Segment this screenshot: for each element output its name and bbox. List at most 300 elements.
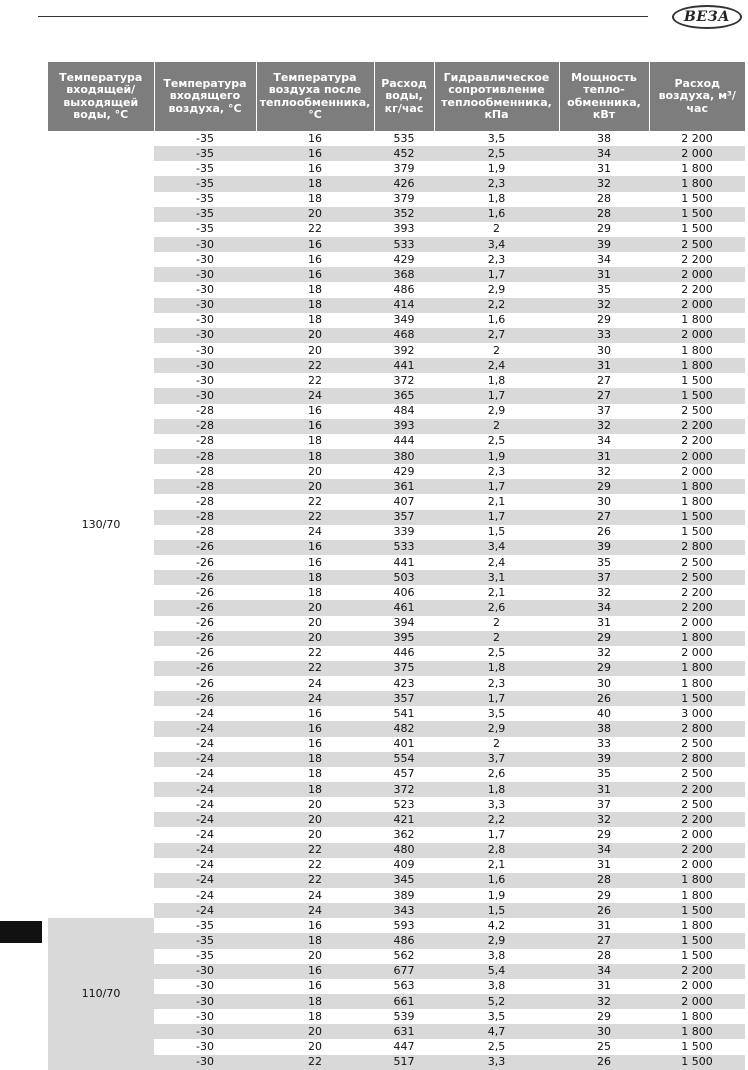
cell-outlet-air-temp: 22 [256,358,374,373]
cell-outlet-air-temp: 22 [308,646,322,660]
cell-inlet-air-temp: -30 [154,267,256,282]
cell-outlet-air-temp: 20 [308,616,322,630]
cell-inlet-air-temp: -30 [196,313,214,327]
cell-hydraulic-resistance: 2,9 [434,933,559,948]
cell-hydraulic-resistance: 2,6 [434,600,559,615]
cell-outlet-air-temp: 18 [256,298,374,313]
cell-hydraulic-resistance: 1,5 [434,903,559,918]
cell-inlet-air-temp: -30 [154,994,256,1009]
cell-power: 29 [597,313,611,327]
cell-power: 31 [559,267,649,282]
cell-air-flow: 2 000 [681,464,713,478]
cell-water-flow: 426 [374,176,434,191]
cell-hydraulic-resistance: 1,8 [434,661,559,676]
cell-power: 39 [559,752,649,767]
cell-hydraulic-resistance: 2,7 [434,328,559,343]
cell-power: 28 [597,949,611,963]
cell-air-flow: 1 800 [681,1009,713,1023]
cell-air-flow: 2 000 [649,298,745,313]
cell-power: 37 [597,797,611,811]
cell-power: 31 [597,161,611,175]
cell-water-flow: 486 [393,282,415,296]
cell-hydraulic-resistance: 2 [493,616,500,630]
cell-power: 32 [559,812,649,827]
cell-power: 30 [597,343,611,357]
cell-power: 34 [559,843,649,858]
cell-power: 40 [597,706,611,720]
cell-power: 31 [559,358,649,373]
cell-hydraulic-resistance: 2,4 [487,555,506,569]
cell-outlet-air-temp: 18 [308,282,322,296]
cell-water-flow: 409 [393,858,415,872]
cell-outlet-air-temp: 20 [256,631,374,646]
cell-inlet-air-temp: -24 [154,782,256,797]
cell-hydraulic-resistance: 1,8 [434,782,559,797]
cell-outlet-air-temp: 18 [308,585,322,599]
cell-water-flow: 372 [393,373,415,387]
cell-inlet-air-temp: -30 [196,1009,214,1023]
cell-outlet-air-temp: 18 [308,313,322,327]
header-rule [38,16,648,17]
cell-inlet-air-temp: -24 [196,828,214,842]
cell-hydraulic-resistance: 3,5 [487,131,506,145]
cell-hydraulic-resistance: 1,7 [434,691,559,706]
cell-air-flow: 2 200 [681,131,713,145]
cell-hydraulic-resistance: 3,5 [487,706,506,720]
cell-air-flow: 1 800 [649,873,745,888]
cell-outlet-air-temp: 20 [256,600,374,615]
cell-air-flow: 1 500 [649,207,745,222]
cell-inlet-air-temp: -28 [196,404,214,418]
cell-air-flow: 1 800 [681,343,713,357]
cell-hydraulic-resistance: 4,7 [434,1024,559,1039]
cell-hydraulic-resistance: 2,2 [434,298,559,313]
cell-power: 32 [559,176,649,191]
cell-power: 34 [597,252,611,266]
cell-inlet-air-temp: -24 [154,752,256,767]
cell-air-flow: 1 500 [649,1055,745,1070]
cell-air-flow: 2 000 [681,616,713,630]
cell-inlet-air-temp: -35 [154,207,256,222]
cell-inlet-air-temp: -28 [196,434,214,448]
cell-power: 32 [597,585,611,599]
cell-air-flow: 2 500 [681,737,713,751]
cell-outlet-air-temp: 20 [308,464,322,478]
cell-water-flow: 362 [393,828,415,842]
cell-outlet-air-temp: 20 [308,828,322,842]
cell-water-flow: 593 [393,918,415,932]
cell-outlet-air-temp: 18 [308,1009,322,1023]
cell-inlet-air-temp: -26 [154,570,256,585]
cell-power: 30 [559,1024,649,1039]
header-water-temp: Температура входящей/ выходящей воды, °C [48,62,154,131]
cell-air-flow: 2 000 [681,646,713,660]
cell-air-flow: 2 200 [649,812,745,827]
cell-air-flow: 2 000 [649,449,745,464]
cell-air-flow: 2 500 [681,797,713,811]
cell-outlet-air-temp: 16 [256,419,374,434]
cell-outlet-air-temp: 24 [256,691,374,706]
cell-power: 28 [597,192,611,206]
cell-air-flow: 1 500 [681,373,713,387]
cell-air-flow: 2 200 [649,964,745,979]
cell-outlet-air-temp: 16 [308,706,322,720]
cell-water-flow: 361 [374,479,434,494]
cell-power: 35 [597,555,611,569]
cell-air-flow: 1 500 [681,222,713,236]
cell-hydraulic-resistance: 5,2 [434,994,559,1009]
cell-water-flow: 392 [393,343,415,357]
cell-power: 33 [559,328,649,343]
cell-air-flow: 2 000 [681,858,713,872]
cell-water-flow: 563 [393,979,415,993]
cell-air-flow: 2 800 [649,721,745,736]
cell-inlet-air-temp: -28 [154,419,256,434]
cell-water-flow: 395 [374,631,434,646]
cell-power: 27 [559,933,649,948]
cell-inlet-air-temp: -24 [196,858,214,872]
cell-outlet-air-temp: 18 [256,782,374,797]
cell-outlet-air-temp: 18 [256,449,374,464]
cell-air-flow: 1 800 [649,176,745,191]
cell-outlet-air-temp: 18 [256,176,374,191]
cell-air-flow: 2 200 [649,782,745,797]
cell-water-flow: 541 [393,706,415,720]
cell-inlet-air-temp: -35 [196,949,214,963]
cell-water-flow: 357 [374,691,434,706]
cell-air-flow: 2 200 [649,843,745,858]
cell-outlet-air-temp: 18 [256,933,374,948]
cell-outlet-air-temp: 16 [308,131,322,145]
cell-hydraulic-resistance: 1,7 [434,267,559,282]
cell-air-flow: 2 000 [649,267,745,282]
cell-water-flow: 517 [374,1055,434,1070]
cell-air-flow: 1 500 [649,510,745,525]
cell-hydraulic-resistance: 1,6 [434,207,559,222]
cell-hydraulic-resistance: 2 [434,419,559,434]
cell-air-flow: 1 800 [649,1024,745,1039]
cell-hydraulic-resistance: 2,9 [434,721,559,736]
cell-power: 32 [559,994,649,1009]
cell-inlet-air-temp: -26 [196,646,214,660]
cell-inlet-air-temp: -24 [196,706,214,720]
cell-inlet-air-temp: -30 [196,343,214,357]
cell-air-flow: 2 500 [681,767,713,781]
cell-air-flow: 1 500 [649,388,745,403]
cell-power: 32 [597,464,611,478]
cell-hydraulic-resistance: 2 [434,631,559,646]
cell-outlet-air-temp: 16 [308,737,322,751]
cell-air-flow: 1 800 [681,494,713,508]
cell-power: 26 [559,691,649,706]
cell-power: 35 [597,282,611,296]
cell-inlet-air-temp: -30 [154,298,256,313]
cell-outlet-air-temp: 22 [256,843,374,858]
cell-power: 31 [559,449,649,464]
cell-air-flow: 1 500 [649,691,745,706]
cell-air-flow: 1 800 [649,631,745,646]
cell-water-flow: 444 [393,434,415,448]
cell-water-flow: 349 [393,313,415,327]
cell-inlet-air-temp: -26 [154,631,256,646]
cell-inlet-air-temp: -30 [196,373,214,387]
cell-power: 27 [559,388,649,403]
cell-inlet-air-temp: -30 [196,1040,214,1053]
cell-power: 37 [559,570,649,585]
cell-water-flow: 407 [393,494,415,508]
cell-air-flow: 1 800 [681,313,713,327]
cell-power: 30 [597,494,611,508]
cell-inlet-air-temp: -35 [154,146,256,161]
cell-air-flow: 2 000 [649,328,745,343]
cell-air-flow: 1 800 [681,161,713,175]
cell-outlet-air-temp: 16 [308,555,322,569]
cell-water-flow: 486 [374,933,434,948]
group-water-temp-cell: 130/70 [48,131,154,918]
cell-water-flow: 482 [374,721,434,736]
cell-power: 26 [559,903,649,918]
cell-power: 31 [597,918,611,932]
cell-inlet-air-temp: -26 [196,585,214,599]
cell-hydraulic-resistance: 2,3 [487,252,506,266]
cell-outlet-air-temp: 22 [256,1055,374,1070]
cell-hydraulic-resistance: 2,1 [487,494,506,508]
cell-inlet-air-temp: -30 [154,237,256,252]
cell-outlet-air-temp: 16 [256,267,374,282]
cell-power: 31 [597,616,611,630]
cell-inlet-air-temp: -26 [196,555,214,569]
cell-water-flow: 533 [374,237,434,252]
cell-inlet-air-temp: -26 [154,600,256,615]
cell-inlet-air-temp: -24 [154,873,256,888]
cell-hydraulic-resistance: 2,5 [434,146,559,161]
cell-hydraulic-resistance: 4,2 [487,918,506,932]
cell-outlet-air-temp: 20 [308,343,322,357]
header-hydraulic-resistance: Гидравлическое сопротивление теплообменника, кПа [434,62,559,131]
cell-water-flow: 503 [374,570,434,585]
cell-inlet-air-temp: -28 [196,464,214,478]
cell-inlet-air-temp: -24 [154,903,256,918]
cell-air-flow: 1 800 [649,661,745,676]
cell-hydraulic-resistance: 3,3 [487,797,506,811]
cell-water-flow: 394 [393,616,415,630]
cell-inlet-air-temp: -35 [154,176,256,191]
cell-outlet-air-temp: 24 [308,676,322,690]
cell-air-flow: 2 000 [681,828,713,842]
cell-air-flow: 2 200 [681,434,713,448]
cell-air-flow: 2 800 [649,540,745,555]
cell-outlet-air-temp: 20 [256,207,374,222]
cell-water-flow: 480 [374,843,434,858]
cell-inlet-air-temp: -35 [196,222,214,236]
cell-outlet-air-temp: 24 [308,888,322,902]
cell-power: 30 [597,676,611,690]
cell-hydraulic-resistance: 2,2 [434,812,559,827]
cell-power: 38 [559,721,649,736]
cell-power: 25 [597,1040,611,1053]
cell-outlet-air-temp: 18 [256,752,374,767]
cell-hydraulic-resistance: 1,7 [487,828,506,842]
cell-hydraulic-resistance: 3,7 [434,752,559,767]
cell-hydraulic-resistance: 2,3 [487,464,506,478]
cell-inlet-air-temp: -30 [154,1055,256,1070]
cell-inlet-air-temp: -24 [196,797,214,811]
table-row [48,131,745,146]
cell-inlet-air-temp: -24 [196,767,214,781]
cell-water-flow: 372 [374,782,434,797]
cell-air-flow: 1 800 [681,676,713,690]
cell-outlet-air-temp: 16 [308,161,322,175]
cell-inlet-air-temp: -24 [154,812,256,827]
cell-water-flow: 535 [393,131,415,145]
cell-inlet-air-temp: -26 [154,661,256,676]
cell-air-flow: 2 000 [649,146,745,161]
cell-water-flow: 539 [393,1009,415,1023]
cell-hydraulic-resistance: 2,5 [487,646,506,660]
cell-power: 31 [559,782,649,797]
cell-water-flow: 447 [393,1040,415,1053]
cell-inlet-air-temp: -35 [196,161,214,175]
cell-hydraulic-resistance: 1,9 [434,449,559,464]
cell-water-flow: 423 [393,676,415,690]
cell-outlet-air-temp: 20 [308,949,322,963]
cell-power: 29 [559,661,649,676]
cell-inlet-air-temp: -30 [196,282,214,296]
table-row [48,918,745,933]
cell-water-flow: 446 [393,646,415,660]
cell-power: 29 [597,888,611,902]
cell-inlet-air-temp: -30 [154,964,256,979]
cell-air-flow: 1 800 [649,479,745,494]
cell-outlet-air-temp: 18 [308,767,322,781]
cell-power: 32 [559,419,649,434]
cell-water-flow: 523 [393,797,415,811]
group-water-temp-cell: 110/70 [48,918,154,1069]
cell-water-flow: 406 [393,585,415,599]
cell-outlet-air-temp: 18 [308,434,322,448]
cell-water-flow: 461 [374,600,434,615]
cell-hydraulic-resistance: 1,6 [487,313,506,327]
cell-inlet-air-temp: -28 [154,479,256,494]
cell-air-flow: 2 500 [649,570,745,585]
cell-water-flow: 357 [374,510,434,525]
cell-hydraulic-resistance: 2 [493,737,500,751]
veza-logo: ВЕЗА [672,5,742,29]
cell-water-flow: 401 [393,737,415,751]
cell-hydraulic-resistance: 2 [493,343,500,357]
cell-power: 31 [597,979,611,993]
cell-outlet-air-temp: 20 [308,797,322,811]
cell-outlet-air-temp: 18 [256,570,374,585]
cell-outlet-air-temp: 22 [256,873,374,888]
cell-water-flow: 533 [374,540,434,555]
cell-air-flow: 1 500 [649,903,745,918]
cell-power: 26 [597,525,611,539]
cell-outlet-air-temp: 20 [308,1040,322,1053]
cell-inlet-air-temp: -28 [154,510,256,525]
cell-outlet-air-temp: 22 [256,661,374,676]
cell-hydraulic-resistance: 3,5 [487,1009,506,1023]
cell-inlet-air-temp: -30 [154,358,256,373]
cell-hydraulic-resistance: 1,8 [487,192,506,206]
cell-air-flow: 1 500 [681,525,713,539]
cell-outlet-air-temp: 16 [256,540,374,555]
cell-outlet-air-temp: 24 [256,388,374,403]
cell-water-flow: 352 [374,207,434,222]
cell-outlet-air-temp: 16 [308,404,322,418]
cell-power: 39 [559,540,649,555]
cell-hydraulic-resistance: 1,8 [487,373,506,387]
cell-outlet-air-temp: 16 [256,146,374,161]
cell-air-flow: 2 000 [649,994,745,1009]
cell-water-flow: 365 [374,388,434,403]
cell-power: 31 [597,858,611,872]
cell-hydraulic-resistance: 2,4 [434,358,559,373]
header-water-flow: Расход воды, кг/час [374,62,434,131]
cell-water-flow: 661 [374,994,434,1009]
cell-power: 37 [597,404,611,418]
cell-hydraulic-resistance: 1,9 [487,888,506,902]
cell-water-flow: 393 [374,419,434,434]
cell-hydraulic-resistance: 2,1 [487,585,506,599]
cell-hydraulic-resistance: 3,4 [434,237,559,252]
cell-hydraulic-resistance: 1,5 [487,525,506,539]
cell-hydraulic-resistance: 2,8 [434,843,559,858]
cell-power: 27 [559,510,649,525]
cell-hydraulic-resistance: 1,7 [434,388,559,403]
cell-power: 34 [559,600,649,615]
cell-hydraulic-resistance: 2,3 [487,676,506,690]
cell-inlet-air-temp: -28 [196,525,214,539]
cell-air-flow: 1 800 [681,888,713,902]
cell-water-flow: 375 [374,661,434,676]
cell-water-flow: 429 [393,464,415,478]
cell-water-flow: 421 [374,812,434,827]
cell-air-flow: 2 200 [649,600,745,615]
cell-air-flow: 1 500 [649,933,745,948]
cell-water-flow: 484 [393,404,415,418]
cell-inlet-air-temp: -26 [196,676,214,690]
cell-hydraulic-resistance: 3,1 [434,570,559,585]
cell-water-flow: 468 [374,328,434,343]
cell-power: 29 [597,1009,611,1023]
cell-hydraulic-resistance: 2,5 [487,1040,506,1053]
cell-inlet-air-temp: -26 [154,691,256,706]
cell-water-flow: 457 [393,767,415,781]
cell-hydraulic-resistance: 3,3 [434,1055,559,1070]
cell-outlet-air-temp: 22 [256,510,374,525]
cell-hydraulic-resistance: 3,8 [487,949,506,963]
cell-hydraulic-resistance: 3,4 [434,540,559,555]
cell-water-flow: 554 [374,752,434,767]
cell-air-flow: 1 500 [681,1040,713,1053]
cell-hydraulic-resistance: 2,9 [487,404,506,418]
cell-power: 34 [559,146,649,161]
header-outlet-air-temp: Температура воздуха после теплообменника, °C [256,62,374,131]
cell-inlet-air-temp: -26 [196,616,214,630]
cell-outlet-air-temp: 16 [256,237,374,252]
cell-air-flow: 1 500 [681,192,713,206]
cell-inlet-air-temp: -35 [196,192,214,206]
section-tab-marker [0,921,42,943]
cell-water-flow: 631 [374,1024,434,1039]
cell-hydraulic-resistance: 1,6 [434,873,559,888]
cell-hydraulic-resistance: 2,1 [487,858,506,872]
cell-outlet-air-temp: 20 [256,1024,374,1039]
cell-power: 29 [597,828,611,842]
cell-water-flow: 452 [374,146,434,161]
cell-inlet-air-temp: -35 [196,131,214,145]
